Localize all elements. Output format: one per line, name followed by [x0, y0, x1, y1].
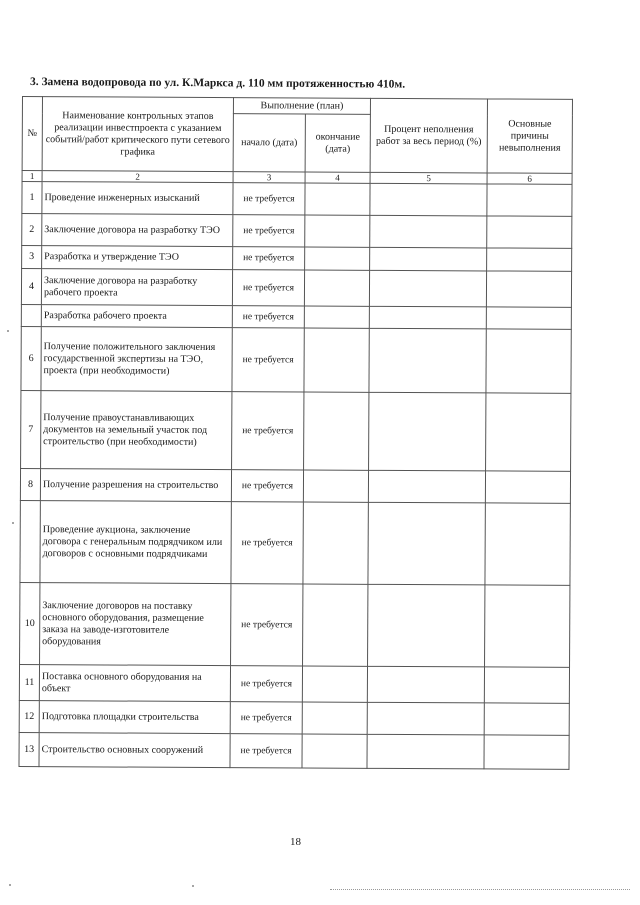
- row-percent: [367, 702, 484, 735]
- scan-speck: [12, 522, 14, 524]
- page-number: 18: [290, 836, 301, 848]
- row-start: не требуется: [232, 328, 304, 392]
- row-number: 10: [20, 582, 40, 664]
- table-row: [20, 468, 570, 503]
- row-reasons: [484, 667, 569, 703]
- row-start: не требуется: [232, 270, 304, 306]
- row-number: 2: [22, 214, 42, 246]
- row-stage-name: Разработка рабочего проекта: [41, 305, 232, 328]
- row-stage-name: Заключение договора на разработку ТЭО: [42, 214, 233, 247]
- row-start: не требуется: [230, 734, 302, 768]
- row-end: [302, 734, 367, 768]
- row-reasons: [486, 329, 571, 393]
- row-end: [305, 215, 370, 247]
- row-start: не требуется: [230, 666, 302, 702]
- row-percent: [367, 666, 484, 703]
- header-execution: Выполнение (план): [233, 98, 370, 115]
- row-reasons: [486, 271, 571, 307]
- row-reasons: [487, 216, 572, 248]
- column-number: 2: [42, 171, 233, 183]
- row-stage-name: Разработка и утверждение ТЭО: [42, 246, 233, 270]
- row-reasons: [484, 735, 569, 769]
- row-end: [303, 502, 368, 584]
- row-end: [303, 584, 368, 666]
- row-number: 11: [19, 664, 39, 700]
- row-reasons: [487, 184, 572, 216]
- row-number: 7: [21, 390, 41, 468]
- header-start: начало (дата): [233, 114, 305, 172]
- row-percent: [369, 392, 486, 471]
- row-stage-name: Заключение договоров на поставку основного оборудования, размещение заказа на заводе-изготовителе оборудования: [40, 583, 231, 666]
- row-percent: [368, 470, 485, 503]
- scan-speck: [9, 884, 11, 886]
- row-percent: [368, 502, 485, 585]
- column-number: 5: [370, 172, 487, 184]
- section-heading: 3. Замена водопровода по ул. К.Маркса д. 110 мм протяженностью 410м.: [29, 76, 406, 91]
- table-row: [20, 500, 570, 585]
- row-stage-name: Получение разрешения на строительство: [40, 469, 231, 502]
- scan-speck: [192, 885, 194, 887]
- row-stage-name: Заключение договора на разработку рабочего проекта: [41, 269, 232, 306]
- row-reasons: [486, 307, 571, 329]
- table-row: [22, 182, 572, 217]
- header-name: Наименование контрольных этапов реализации инвестпроекта с указанием событий/работ критического пути сетевого графика: [42, 97, 233, 172]
- header-num: №: [22, 97, 42, 171]
- table-row: [19, 732, 569, 769]
- row-reasons: [487, 248, 572, 271]
- row-end: [304, 306, 369, 328]
- row-reasons: [485, 471, 570, 503]
- row-number: [21, 304, 41, 326]
- header-percent: Процент неполнения работ за весь период (%): [370, 98, 487, 173]
- row-reasons: [485, 503, 570, 585]
- row-number: 6: [21, 326, 41, 390]
- row-start: не требуется: [231, 470, 303, 502]
- row-end: [302, 666, 367, 702]
- row-start: не требуется: [233, 215, 305, 247]
- row-percent: [369, 306, 486, 329]
- row-percent: [370, 247, 487, 271]
- table-row: [21, 326, 571, 393]
- row-percent: [368, 584, 485, 667]
- row-percent: [370, 215, 487, 248]
- table-row: [22, 246, 572, 272]
- control-stages-table-wrapper: [18, 96, 573, 770]
- row-number: 4: [21, 269, 41, 305]
- table-row: [21, 390, 571, 471]
- table-row: [21, 269, 571, 308]
- row-start: не требуется: [233, 183, 305, 215]
- row-end: [304, 328, 369, 392]
- header-end: окончание (дата): [305, 114, 370, 172]
- row-reasons: [485, 585, 570, 667]
- scan-edge-line: [330, 889, 630, 890]
- row-end: [302, 702, 367, 734]
- row-stage-name: Получение правоустанавливающих документов на земельный участок под строительство (при необходимости): [41, 391, 232, 470]
- column-number: 3: [233, 172, 305, 183]
- row-end: [304, 270, 369, 306]
- table-row: [20, 582, 570, 667]
- control-stages-table: [18, 96, 573, 770]
- row-end: [305, 183, 370, 215]
- row-reasons: [484, 703, 569, 735]
- column-number: 4: [305, 172, 370, 183]
- row-end: [305, 247, 370, 270]
- row-stage-name: Проведение аукциона, заключение договора с генеральным подрядчиком или договоров с основными подрядчиками: [40, 501, 231, 584]
- row-start: не требуется: [230, 702, 302, 734]
- row-number: 3: [22, 246, 42, 269]
- row-start: не требуется: [233, 247, 305, 270]
- row-stage-name: Подготовка площадки строительства: [39, 701, 230, 734]
- column-number: 1: [22, 171, 42, 182]
- row-percent: [369, 328, 486, 393]
- row-reasons: [486, 393, 571, 471]
- row-start: не требуется: [231, 584, 303, 666]
- row-percent: [369, 270, 486, 307]
- row-number: [20, 500, 40, 582]
- table-row: [22, 214, 572, 249]
- scan-speck: [7, 330, 9, 332]
- header-reasons: Основные причины невыполнения: [487, 99, 572, 173]
- row-percent: [370, 183, 487, 216]
- row-stage-name: Проведение инженерных изысканий: [42, 182, 233, 215]
- row-number: 8: [20, 468, 40, 500]
- row-number: 13: [19, 732, 39, 766]
- table-row: [19, 700, 569, 735]
- table-row: [21, 304, 571, 329]
- row-stage-name: Поставка основного оборудования на объект: [39, 665, 230, 702]
- row-start: не требуется: [231, 502, 303, 584]
- row-end: [303, 470, 368, 502]
- row-number: 1: [22, 182, 42, 214]
- column-number: 6: [487, 173, 572, 184]
- row-percent: [367, 734, 484, 769]
- row-stage-name: Получение положительного заключения государственной экспертизы на ТЭО, проекта (при необходимости): [41, 327, 232, 392]
- row-number: 12: [19, 700, 39, 732]
- row-end: [304, 392, 369, 470]
- row-start: не требуется: [232, 392, 304, 470]
- row-start: не требуется: [232, 306, 304, 328]
- table-row: [19, 664, 569, 703]
- row-stage-name: Строительство основных сооружений: [39, 733, 230, 768]
